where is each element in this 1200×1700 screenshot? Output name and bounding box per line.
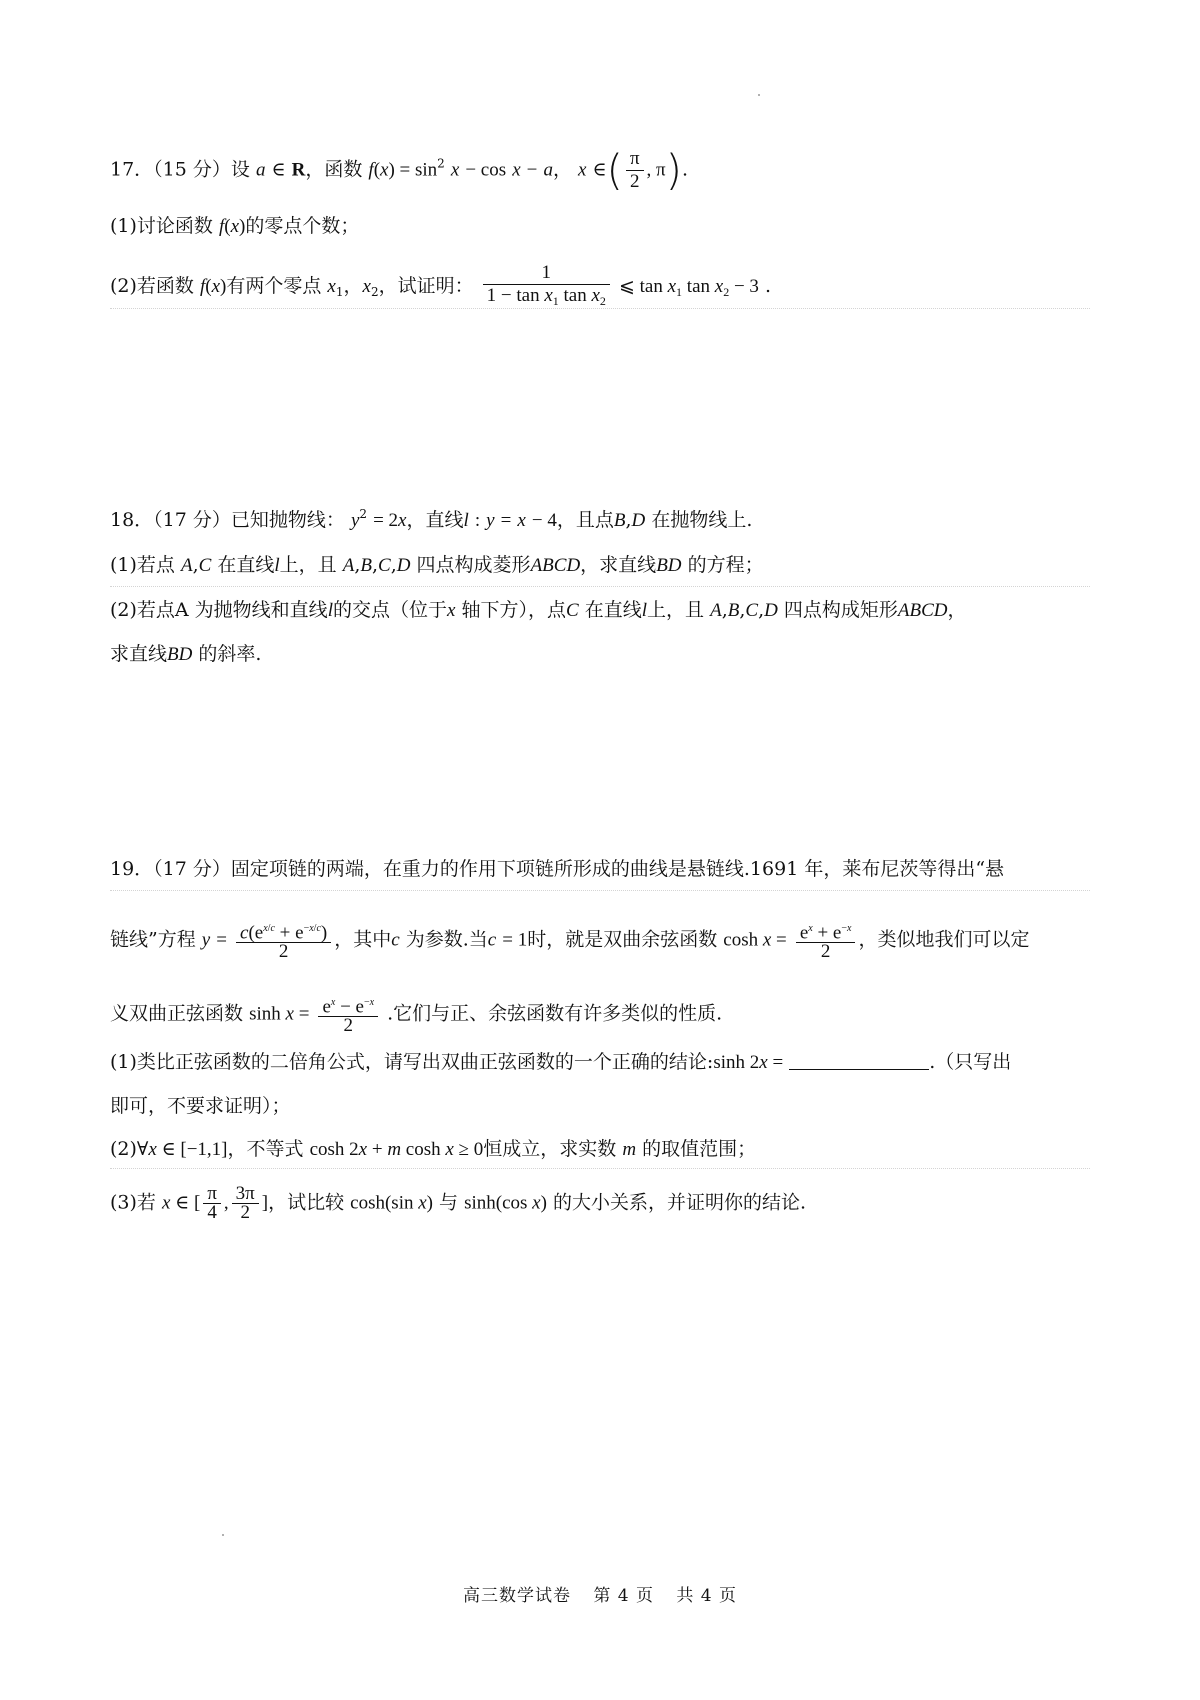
q19-part1-line2-text: 即可，不要求证明）；	[110, 1095, 291, 1117]
q19-part3-text: (3)若	[110, 1191, 156, 1214]
q18-header-text: 18．（17 分）已知抛物线：	[110, 509, 345, 531]
q19-line2-e: ，类似地我们可以定	[858, 928, 1030, 951]
q19-header	[110, 855, 1090, 883]
q18-part2-line2: 求直线BD 的斜率.	[110, 643, 262, 665]
q17-header-text: 17．（15 分）设	[110, 158, 250, 181]
q19-part3: (3)若 x ∈ [ $\frac{\pi}{4}$ , $\frac{3\pi}{2}$ ]，试比较 cosh(sin x) 与 sinh(cos x) 的大小关系，并证明你的结论.	[110, 1183, 807, 1223]
q19-part3-b: 与	[439, 1191, 459, 1214]
q18-header-mid: ，直线	[406, 509, 464, 531]
q19-line2: 链线”方程 y = $\frac{c(e^{x/c} + e^{-x/c})}{2}$ ，其中c 为参数.当c = 1时，就是双曲余弦函数 cosh x = $\frac{e^x + e^{-x}}{2}$ ，类似地我们可以定	[110, 920, 1090, 961]
q19-line2-a: 链线”方程	[110, 928, 196, 951]
q19-part2-text: (2)	[110, 1138, 137, 1160]
q18-header: 18．（17 分）已知抛物线： $y^2 = 2x$，直线l : y = x − 4，且点B,D 在抛物线上.	[110, 507, 753, 531]
q19-line3-a: 义双曲正弦函数	[110, 1002, 244, 1025]
q18-part2-line2-end: 的斜率.	[198, 643, 262, 665]
footer-total: 共 4 页	[676, 1586, 738, 1606]
q18-part2-b: 轴下方），点	[461, 599, 566, 621]
q18-part2-c: 在直线	[584, 599, 642, 621]
q18-header-tail: 在抛物线上.	[651, 509, 753, 531]
q18-part2-a: 的交点（位于	[332, 599, 447, 621]
q19-part1: (1)类比正弦函数的二倍角公式，请写出双曲正弦函数的一个正确的结论:sinh 2x = .（只写出	[110, 1051, 1012, 1073]
q19-part3-a: ，试比较	[268, 1191, 345, 1214]
q17-part2: (2)若函数 f(x)有两个零点 $x_1$，$x_2$，试证明： $\frac{1}{1 - \tan x_1 \tan x_2}$ ⩽ $\tan x_1$ $\tan x_2 - 3$ .	[110, 262, 772, 308]
q19-part1-text: (1)类比正弦函数的二倍角公式，请写出双曲正弦函数的一个正确的结论:	[110, 1051, 714, 1073]
scan-speck	[758, 94, 760, 96]
footer-title: 高三数学试卷	[462, 1586, 571, 1606]
q19-line2-c: 为参数.当	[405, 928, 488, 951]
divider	[110, 890, 1090, 891]
q19-part3-c: 的大小关系，并证明你的结论.	[552, 1191, 807, 1214]
q19-header-text: 19．（17 分）固定项链的两端，在重力的作用下项链所形成的曲线是悬链线.1691 年，莱布尼茨等得出“悬	[110, 858, 1005, 880]
q17-part2-end: ，试证明：	[378, 275, 474, 297]
q17-part2-mid: 有两个零点	[226, 275, 322, 297]
q19-line2-d: 时，就是双曲余弦函数	[527, 928, 718, 951]
q19-line3: 义双曲正弦函数 sinh x = $\frac{e^x - e^{-x}}{2}$ .它们与正、余弦函数有许多类似的性质.	[110, 994, 1090, 1035]
q18-part2-f: ，	[947, 599, 967, 621]
q17-part2-text: (2)若函数	[110, 275, 194, 297]
footer-page: 第 4 页	[593, 1586, 654, 1606]
q17-part1-end: 的零点个数；	[245, 215, 360, 237]
q19-part2-c: 的取值范围；	[642, 1138, 757, 1160]
q18-part1-b: 上，且	[279, 554, 337, 576]
page-footer	[0, 1581, 1200, 1606]
divider	[110, 586, 1090, 587]
q18-part2-line2-text: 求直线	[110, 643, 168, 665]
q17-header: 17．（15 分）设 a ∈ R，函数 $f(x) = \sin^2 x - \cos x - a$， x ∈( $\frac{\pi}{2}$ , π).	[110, 145, 689, 195]
divider	[110, 1168, 1090, 1169]
q19-part2-b: 恒成立，求实数	[483, 1138, 617, 1160]
q18-part2: (2)若点A 为抛物线和直线l的交点（位于x 轴下方），点C 在直线l上，且 A,B,C,D 四点构成矩形ABCD，	[110, 599, 967, 621]
q19-part1-line2	[110, 1092, 1090, 1120]
q19-line3-b: .它们与正、余弦函数有许多类似的性质.	[387, 1002, 723, 1025]
q18-part1-d: ，求直线	[580, 554, 657, 576]
answer-blank[interactable]	[789, 1051, 929, 1070]
q17-part1: (1)讨论函数 f(x)的零点个数；	[110, 215, 360, 237]
q18-part2-e: 四点构成矩形	[783, 599, 898, 621]
q19-part2: (2)∀x ∈ [−1,1]，不等式 cosh 2x + m cosh x ≥ 0恒成立，求实数 m 的取值范围；	[110, 1138, 757, 1160]
q19-part2-a: ，不等式	[227, 1138, 304, 1160]
q18-part2-d: 上，且	[647, 599, 705, 621]
q18-part1-c: 四点构成菱形	[416, 554, 531, 576]
q18-header-end: ，且点	[556, 509, 614, 531]
q19-line2-b: ，其中	[334, 928, 392, 951]
q18-part1-text: (1)若点	[110, 554, 175, 576]
q19-part1-end: .（只写出	[929, 1051, 1012, 1073]
scan-speck	[222, 1534, 224, 1536]
q18-part1-e: 的方程；	[687, 554, 764, 576]
q18-part2-text: (2)若点A 为抛物线和直线	[110, 599, 328, 621]
q18-part1: (1)若点 A,C 在直线l上，且 A,B,C,D 四点构成菱形ABCD，求直线BD 的方程；	[110, 554, 764, 576]
q17-part1-text: (1)讨论函数	[110, 215, 213, 237]
q18-part1-a: 在直线	[217, 554, 275, 576]
divider	[110, 308, 1090, 309]
